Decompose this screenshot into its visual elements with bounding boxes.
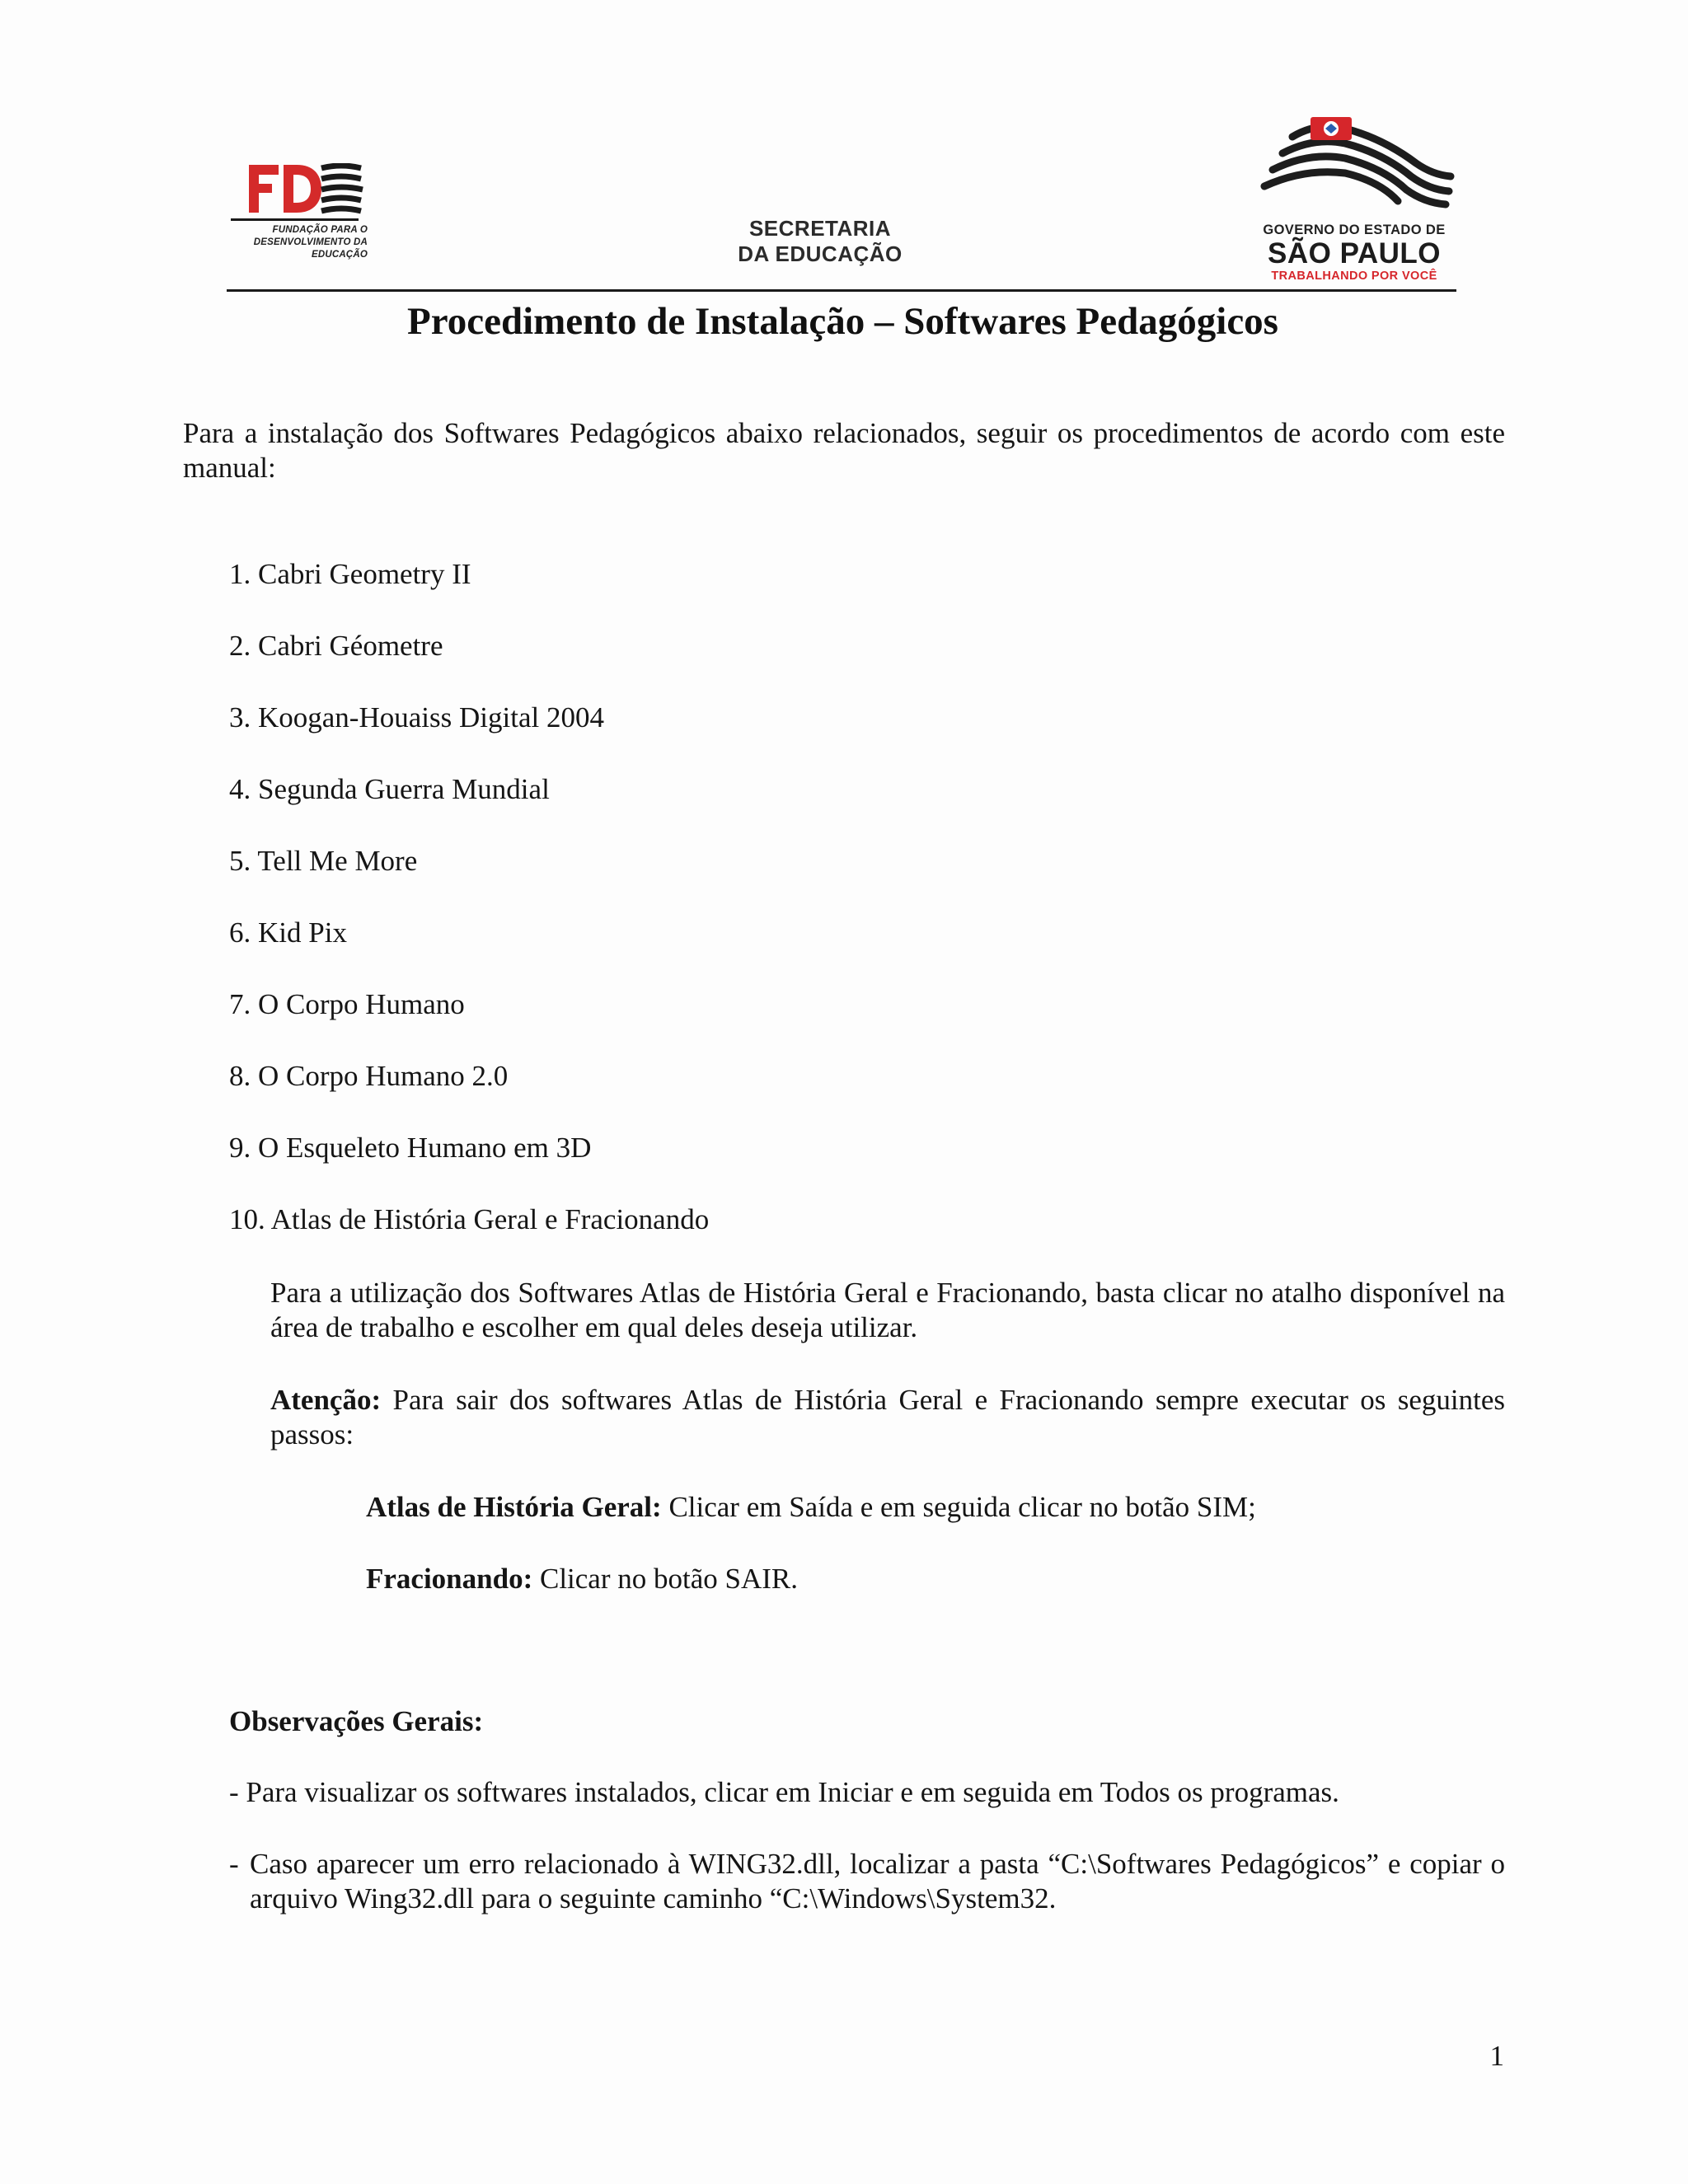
observation-text: Para visualizar os softwares instalados, clicar em Iniciar e em seguida em Todos os programas. xyxy=(246,1776,1339,1808)
fde-caption: FUNDAÇÃO PARA O DESENVOLVIMENTO DA EDUCAÇÃO xyxy=(253,225,368,260)
attention-note xyxy=(270,1383,1505,1452)
observations-heading: Observações Gerais: xyxy=(229,1705,484,1737)
exit-step-fracionando xyxy=(366,1562,798,1596)
exit-step-atlas xyxy=(366,1490,1256,1525)
sao-paulo-flag-emblem-icon xyxy=(1259,114,1456,213)
list-item: 3. Koogan-Houaiss Digital 2004 xyxy=(229,701,604,733)
governo-label: GOVERNO DO ESTADO DE xyxy=(1263,223,1446,237)
list-item: 4. Segunda Guerra Mundial xyxy=(229,773,550,805)
observation-item xyxy=(229,1847,1505,1916)
sao-paulo-label: SÃO PAULO xyxy=(1268,237,1441,269)
list-item: 1. Cabri Geometry II xyxy=(229,558,471,590)
exit-step-label: Fracionando: xyxy=(366,1563,533,1595)
list-item: 5. Tell Me More xyxy=(229,845,418,877)
observation-dash: - xyxy=(229,1848,239,1880)
usage-note: Para a utilização dos Softwares Atlas de História Geral e Fracionando, basta clicar no atalho disponível na área de trabalho e escolher em qual deles deseja utilizar. xyxy=(270,1277,1505,1343)
list-item: 10. Atlas de História Geral e Fracionando xyxy=(229,1203,710,1235)
header-divider xyxy=(227,289,1456,292)
observation-item xyxy=(229,1775,1505,1810)
attention-label: Atenção: xyxy=(270,1384,382,1416)
list-item: 2. Cabri Géometre xyxy=(229,630,443,662)
list-item: 8. O Corpo Humano 2.0 xyxy=(229,1060,509,1092)
attention-text: Para sair dos softwares Atlas de História Geral e Fracionando sempre executar os seguintes passos: xyxy=(270,1384,1506,1451)
intro-paragraph: Para a instalação dos Softwares Pedagógicos abaixo relacionados, seguir os procedimentos de acordo com este manual: xyxy=(183,417,1505,484)
document-title: Procedimento de Instalação – Softwares Pedagógicos xyxy=(407,300,1278,343)
observation-dash: - xyxy=(229,1776,239,1808)
exit-step-text: Clicar em Saída e em seguida clicar no botão SIM; xyxy=(668,1491,1256,1523)
exit-step-text: Clicar no botão SAIR. xyxy=(539,1563,799,1595)
page-number: 1 xyxy=(1489,2040,1504,2072)
list-item: 7. O Corpo Humano xyxy=(229,988,465,1020)
slogan-label: TRABALHANDO POR VOCÊ xyxy=(1271,269,1437,283)
exit-step-label: Atlas de História Geral: xyxy=(366,1491,662,1523)
secretaria-da-educacao-label: SECRETARIA DA EDUCAÇÃO xyxy=(738,216,903,266)
list-item: 6. Kid Pix xyxy=(229,916,347,949)
list-item: 9. O Esqueleto Humano em 3D xyxy=(229,1132,592,1164)
observation-text: Caso aparecer um erro relacionado à WING32.dll, localizar a pasta “C:\Softwares Pedagógicos” e copiar o arquivo Wing32.dll para o seguinte caminho “C:\Windows\System32. xyxy=(250,1848,1505,1915)
